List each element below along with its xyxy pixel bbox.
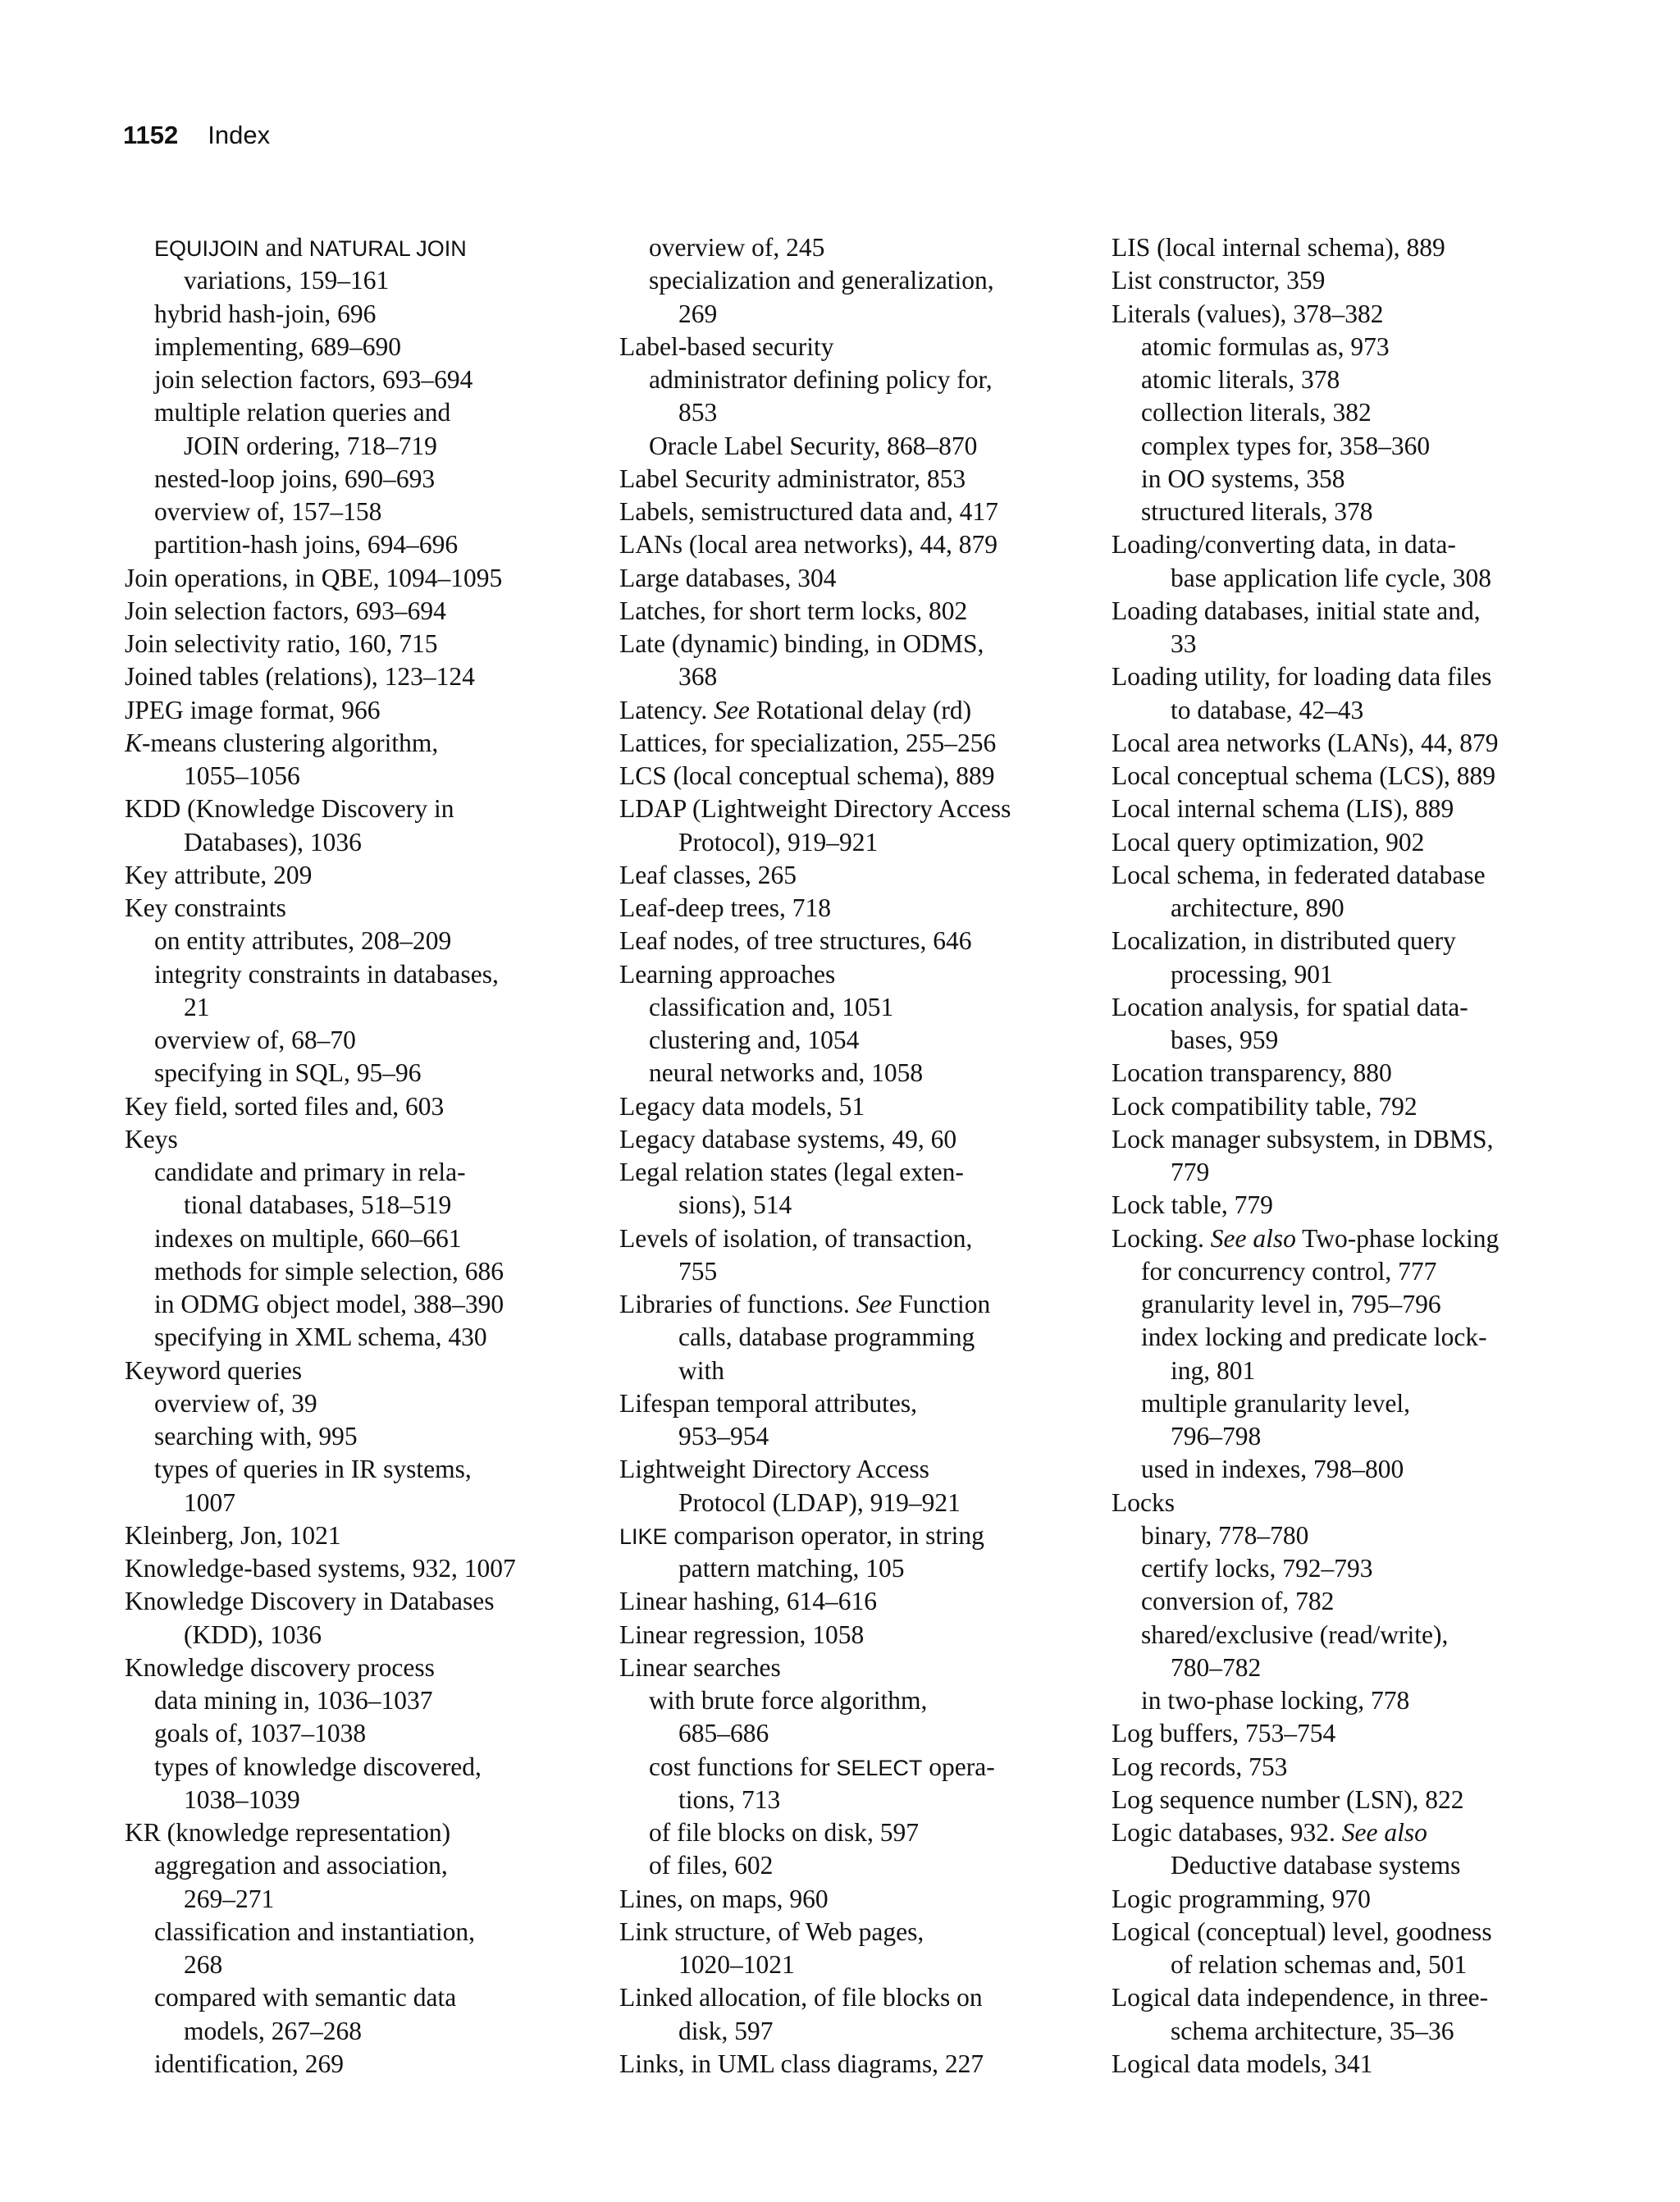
index-continuation: processing, 901 (1171, 959, 1333, 989)
index-entry: K-means clustering algorithm, (125, 728, 439, 757)
index-entry: Key field, sorted files and, 603 (125, 1091, 445, 1121)
index-continuation: 1007 (184, 1487, 235, 1517)
index-subentry: of file blocks on disk, 597 (649, 1818, 919, 1847)
index-continuation: 779 (1171, 1158, 1210, 1186)
index-entry: Log buffers, 753–754 (1112, 1719, 1336, 1748)
index-subentry: partition-hash joins, 694–696 (154, 530, 459, 560)
index-entry: Loading utility, for loading data files (1112, 662, 1492, 692)
index-subentry: types of queries in IR systems, (154, 1455, 472, 1484)
index-entry: Local conceptual schema (LCS), 889 (1112, 761, 1495, 790)
index-subentry: goals of, 1037–1038 (154, 1719, 367, 1748)
page-title: Index (208, 121, 271, 149)
index-subentry: Oracle Label Security, 868–870 (649, 431, 978, 460)
index-continuation: calls, database programming (678, 1323, 975, 1352)
index-subentry: multiple granularity level, (1141, 1388, 1411, 1418)
index-continuation: 269 (678, 299, 718, 328)
index-entry: List constructor, 359 (1112, 266, 1326, 295)
index-entry: Libraries of functions. See Function (619, 1290, 991, 1318)
index-entry: Lock table, 779 (1112, 1190, 1273, 1220)
index-continuation: with (678, 1355, 725, 1385)
index-entry: Logical data independence, in three- (1112, 1983, 1489, 2012)
index-subentry: nested-loop joins, 690–693 (154, 464, 436, 493)
index-entry: KDD (Knowledge Discovery in (125, 794, 454, 824)
index-subentry: shared/exclusive (read/write), (1141, 1620, 1449, 1649)
index-subentry: specifying in SQL, 95–96 (154, 1058, 422, 1088)
page-header (123, 117, 270, 153)
index-subentry: join selection factors, 693–694 (154, 365, 473, 394)
index-subentry: structured literals, 378 (1141, 497, 1373, 526)
index-continuation: 1055–1056 (184, 761, 300, 790)
index-entry: Label Security administrator, 853 (619, 464, 966, 493)
index-continuation: tions, 713 (678, 1784, 781, 1814)
index-entry: Latches, for short term locks, 802 (619, 596, 968, 625)
index-subentry: types of knowledge discovered, (154, 1752, 482, 1781)
index-continuation: base application life cycle, 308 (1171, 563, 1491, 592)
index-continuation: 755 (678, 1256, 718, 1286)
index-column-2 (619, 231, 1011, 2081)
index-continuation: ing, 801 (1171, 1355, 1256, 1385)
index-entry: Legal relation states (legal exten- (619, 1158, 964, 1186)
index-continuation: Protocol (LDAP), 919–921 (678, 1487, 961, 1517)
index-subentry: in ODMG object model, 388–390 (154, 1290, 504, 1318)
index-entry: JPEG image format, 966 (125, 695, 381, 724)
index-entry: Local schema, in federated database (1112, 860, 1486, 889)
index-subentry: hybrid hash-join, 696 (154, 299, 377, 328)
index-subentry: in two-phase locking, 778 (1141, 1686, 1410, 1715)
index-continuation: variations, 159–161 (184, 266, 390, 295)
index-subentry: binary, 778–780 (1141, 1520, 1309, 1550)
index-entry: Local area networks (LANs), 44, 879 (1112, 728, 1499, 757)
index-subentry: methods for simple selection, 686 (154, 1256, 504, 1286)
index-subentry: used in indexes, 798–800 (1141, 1455, 1404, 1484)
index-entry: Linked allocation, of file blocks on (619, 1983, 983, 2012)
index-entry: Keyword queries (125, 1355, 303, 1385)
page-number: 1152 (123, 121, 179, 149)
index-continuation: 796–798 (1171, 1422, 1262, 1450)
index-subentry: complex types for, 358–360 (1141, 431, 1431, 460)
index-entry: Join selectivity ratio, 160, 715 (125, 629, 438, 658)
index-subentry: aggregation and association, (154, 1851, 448, 1880)
index-continuation: sions), 514 (678, 1190, 792, 1220)
index-subentry: atomic literals, 378 (1141, 365, 1340, 394)
index-continuation: 368 (678, 662, 718, 692)
index-entry: Logical data models, 341 (1112, 2049, 1373, 2078)
index-entry: Logic databases, 932. See also (1112, 1818, 1427, 1847)
index-entry: Knowledge discovery process (125, 1652, 435, 1682)
index-continuation: (KDD), 1036 (184, 1620, 322, 1649)
index-subentry: clustering and, 1054 (649, 1026, 860, 1054)
index-continuation: 953–954 (678, 1422, 769, 1450)
index-entry: Log sequence number (LSN), 822 (1112, 1784, 1464, 1814)
index-subentry: for concurrency control, 777 (1141, 1256, 1437, 1286)
index-entry: Knowledge Discovery in Databases (125, 1587, 495, 1616)
index-entry: Legacy database systems, 49, 60 (619, 1124, 957, 1154)
index-subentry: candidate and primary in rela- (154, 1158, 466, 1186)
index-entry: Learning approaches (619, 959, 836, 989)
index-subentry: data mining in, 1036–1037 (154, 1686, 433, 1715)
index-entry: Location analysis, for spatial data- (1112, 992, 1468, 1021)
index-entry: Locking. See also Two-phase locking (1112, 1223, 1500, 1253)
index-continuation: 21 (184, 992, 210, 1021)
index-subentry: with brute force algorithm, (649, 1686, 928, 1715)
index-continuation: 853 (678, 398, 718, 427)
index-entry: Logic programming, 970 (1112, 1884, 1371, 1913)
index-continuation: 268 (184, 1950, 223, 1979)
index-entry: Levels of isolation, of transaction, (619, 1223, 973, 1253)
index-entry: Link structure, of Web pages, (619, 1916, 924, 1946)
index-entry: LCS (local conceptual schema), 889 (619, 761, 995, 790)
index-entry: Lifespan temporal attributes, (619, 1388, 918, 1418)
index-entry: Lock compatibility table, 792 (1112, 1091, 1418, 1121)
index-continuation: JOIN ordering, 718–719 (184, 431, 437, 460)
index-entry: Local internal schema (LIS), 889 (1112, 794, 1454, 824)
index-subentry: administrator defining policy for, (649, 365, 993, 394)
index-entry: Links, in UML class diagrams, 227 (619, 2049, 984, 2078)
index-subentry: conversion of, 782 (1141, 1587, 1335, 1616)
index-entry: Log records, 753 (1112, 1752, 1288, 1781)
index-column-1 (125, 231, 516, 2081)
index-entry: Lightweight Directory Access (619, 1455, 929, 1484)
index-subentry: multiple relation queries and (154, 398, 451, 427)
index-entry: Local query optimization, 902 (1112, 827, 1425, 857)
index-subentry: EQUIJOIN and NATURAL JOIN (154, 233, 467, 262)
index-subentry: overview of, 68–70 (154, 1026, 356, 1054)
index-continuation: 780–782 (1171, 1652, 1262, 1682)
index-entry: Key constraints (125, 893, 286, 922)
index-continuation: 1038–1039 (184, 1784, 300, 1814)
index-continuation: schema architecture, 35–36 (1171, 2016, 1454, 2045)
index-entry: Joined tables (relations), 123–124 (125, 662, 475, 692)
index-continuation: 269–271 (184, 1884, 275, 1913)
index-continuation: pattern matching, 105 (678, 1554, 905, 1583)
index-subentry: overview of, 157–158 (154, 497, 382, 526)
index-continuation: 685–686 (678, 1719, 769, 1748)
index-entry: Join selection factors, 693–694 (125, 596, 446, 625)
index-subentry: identification, 269 (154, 2049, 344, 2078)
index-subentry: classification and, 1051 (649, 992, 894, 1021)
index-entry: Kleinberg, Jon, 1021 (125, 1520, 341, 1550)
index-subentry: collection literals, 382 (1141, 398, 1372, 427)
index-continuation: models, 267–268 (184, 2016, 362, 2045)
index-continuation: 1020–1021 (678, 1950, 795, 1979)
index-subentry: classification and instantiation, (154, 1916, 476, 1946)
index-subentry: in OO systems, 358 (1141, 464, 1345, 493)
index-entry: Location transparency, 880 (1112, 1058, 1392, 1088)
index-entry: Leaf classes, 265 (619, 860, 797, 889)
index-subentry: overview of, 39 (154, 1388, 317, 1418)
index-entry: Labels, semistructured data and, 417 (619, 497, 998, 526)
index-entry: Latency. See Rotational delay (rd) (619, 695, 972, 724)
index-subentry: implementing, 689–690 (154, 331, 401, 361)
index-continuation: bases, 959 (1171, 1026, 1279, 1054)
index-entry: Join operations, in QBE, 1094–1095 (125, 563, 503, 592)
index-entry: LANs (local area networks), 44, 879 (619, 530, 998, 560)
index-entry: Loading/converting data, in data- (1112, 530, 1456, 560)
index-entry: LIKE comparison operator, in string (619, 1520, 984, 1550)
index-continuation: Protocol), 919–921 (678, 827, 879, 857)
index-continuation: Deductive database systems (1171, 1851, 1461, 1880)
index-entry: Keys (125, 1124, 178, 1154)
index-continuation: Databases), 1036 (184, 827, 362, 857)
index-subentry: overview of, 245 (649, 233, 825, 262)
index-subentry: cost functions for SELECT opera- (649, 1752, 995, 1781)
index-entry: KR (knowledge representation) (125, 1818, 451, 1847)
index-continuation: to database, 42–43 (1171, 695, 1364, 724)
index-entry: LDAP (Lightweight Directory Access (619, 794, 1011, 824)
index-subentry: neural networks and, 1058 (649, 1058, 924, 1088)
index-entry: Logical (conceptual) level, goodness (1112, 1916, 1492, 1946)
index-subentry: specifying in XML schema, 430 (154, 1323, 487, 1352)
index-subentry: searching with, 995 (154, 1422, 358, 1450)
index-subentry: certify locks, 792–793 (1141, 1554, 1373, 1583)
index-entry: Linear hashing, 614–616 (619, 1587, 878, 1616)
index-entry: Loading databases, initial state and, (1112, 596, 1481, 625)
index-entry: Legacy data models, 51 (619, 1091, 865, 1121)
index-entry: Key attribute, 209 (125, 860, 313, 889)
index-entry: Lattices, for specialization, 255–256 (619, 728, 997, 757)
index-subentry: atomic formulas as, 973 (1141, 331, 1390, 361)
index-entry: Literals (values), 378–382 (1112, 299, 1384, 328)
index-entry: Leaf-deep trees, 718 (619, 893, 831, 922)
index-entry: LIS (local internal schema), 889 (1112, 233, 1445, 262)
index-continuation: architecture, 890 (1171, 893, 1344, 922)
index-entry: Leaf nodes, of tree structures, 646 (619, 926, 972, 956)
index-entry: Lines, on maps, 960 (619, 1884, 829, 1913)
index-subentry: index locking and predicate lock- (1141, 1323, 1487, 1352)
index-entry: Knowledge-based systems, 932, 1007 (125, 1554, 516, 1583)
index-subentry: on entity attributes, 208–209 (154, 926, 452, 956)
index-subentry: specialization and generalization, (649, 266, 994, 295)
index-subentry: indexes on multiple, 660–661 (154, 1223, 462, 1253)
index-entry: Large databases, 304 (619, 563, 837, 592)
index-entry: Linear regression, 1058 (619, 1620, 865, 1649)
index-continuation: 33 (1171, 629, 1197, 658)
index-subentry: compared with semantic data (154, 1983, 457, 2012)
index-continuation: of relation schemas and, 501 (1171, 1950, 1468, 1979)
index-subentry: of files, 602 (649, 1851, 774, 1880)
index-entry: Linear searches (619, 1652, 781, 1682)
index-continuation: tional databases, 518–519 (184, 1190, 452, 1220)
index-entry: Late (dynamic) binding, in ODMS, (619, 629, 984, 658)
index-entry: Lock manager subsystem, in DBMS, (1112, 1124, 1494, 1154)
index-subentry: integrity constraints in databases, (154, 959, 499, 989)
index-entry: Localization, in distributed query (1112, 926, 1456, 956)
index-entry: Locks (1112, 1487, 1175, 1517)
index-continuation: disk, 597 (678, 2016, 774, 2045)
index-column-3 (1112, 231, 1499, 2081)
index-subentry: granularity level in, 795–796 (1141, 1290, 1441, 1318)
index-entry: Label-based security (619, 331, 834, 361)
